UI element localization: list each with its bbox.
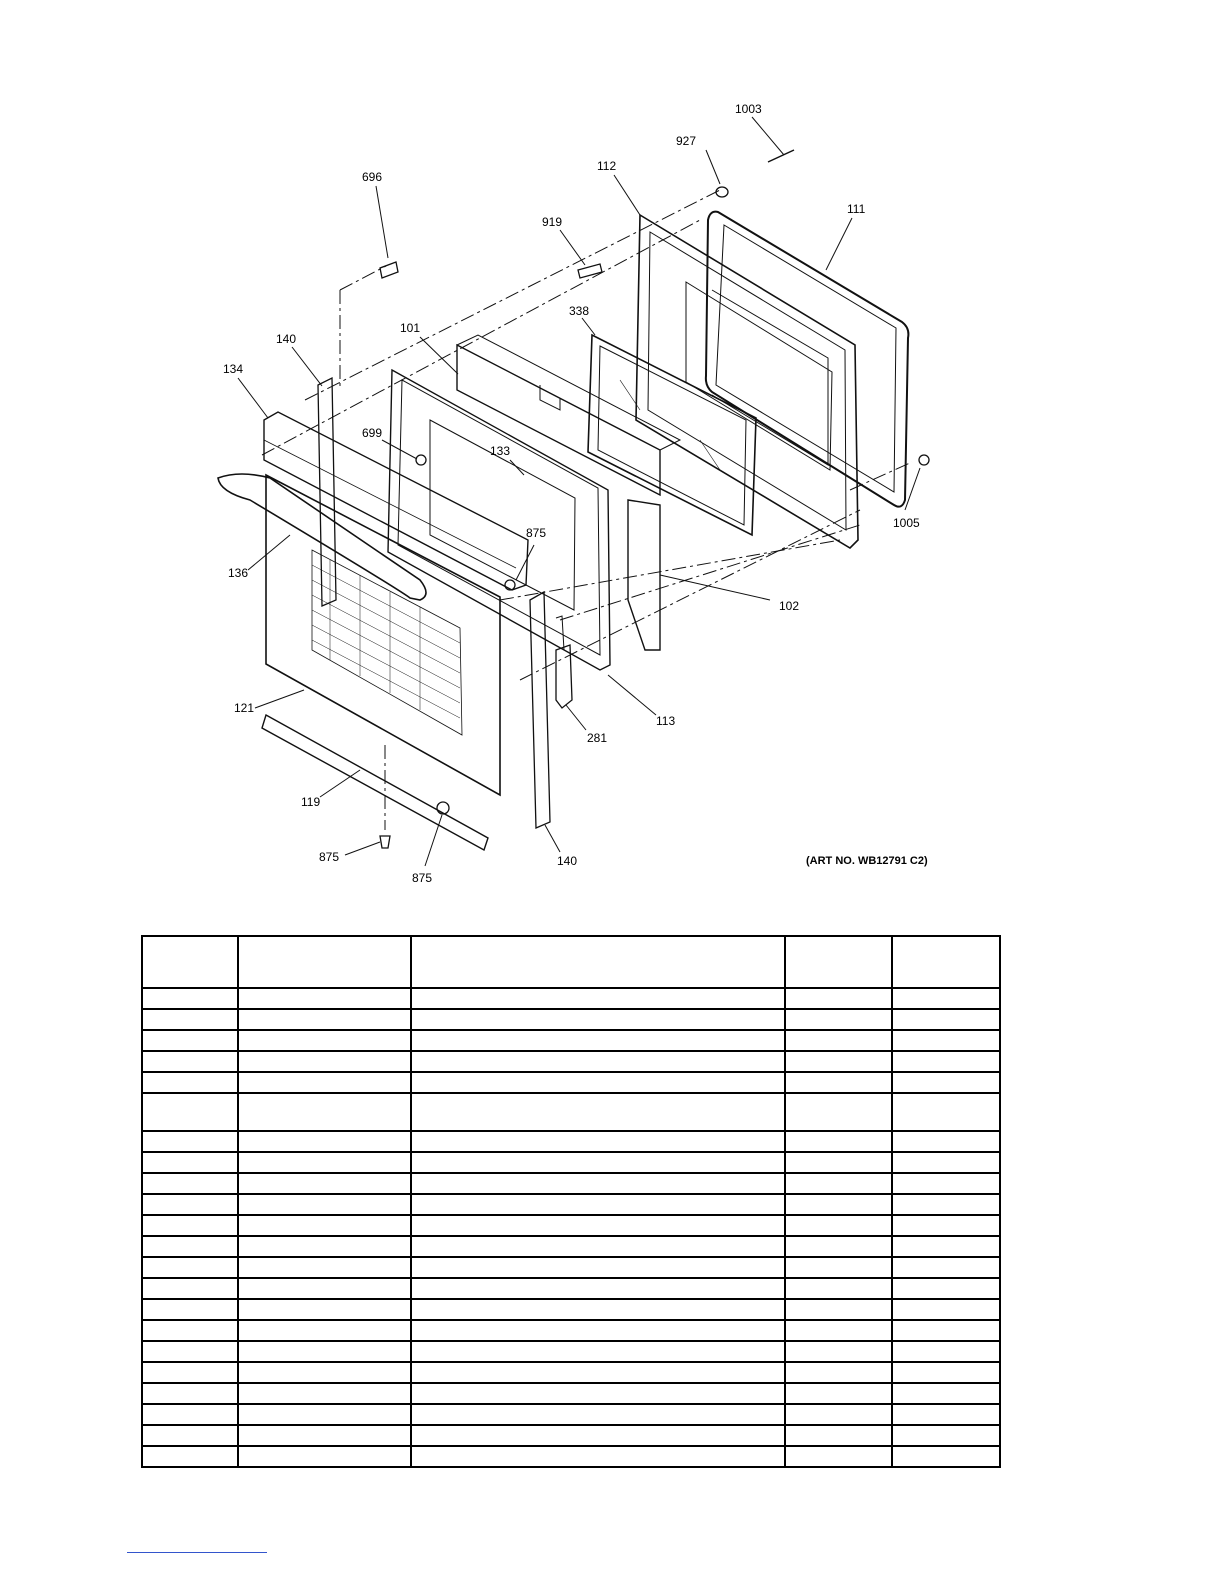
- table-row: [142, 1236, 1000, 1257]
- callout-label: 875: [412, 871, 433, 885]
- callout-label: 919: [542, 215, 563, 229]
- callout-label: 1003: [735, 102, 762, 116]
- callout-label: 927: [676, 134, 697, 148]
- callout-label: 1005: [893, 516, 920, 530]
- callout-label: 102: [779, 599, 800, 613]
- table-row: [142, 1152, 1000, 1173]
- table-row: [142, 1341, 1000, 1362]
- callout-label: 134: [223, 362, 244, 376]
- table-row: [142, 1299, 1000, 1320]
- callout-label: 875: [526, 526, 547, 540]
- table-row: [142, 1425, 1000, 1446]
- callout-label: 133: [490, 444, 511, 458]
- callout-label: 875: [319, 850, 340, 864]
- callout-label: 338: [569, 304, 590, 318]
- footer-link[interactable]: [127, 1552, 267, 1553]
- callout-label: 121: [234, 701, 255, 715]
- table-row: [142, 1320, 1000, 1341]
- table-row: [142, 1362, 1000, 1383]
- header-cell: [142, 936, 238, 988]
- art-number: (ART NO. WB12791 C2): [806, 855, 928, 867]
- callout-label: 140: [557, 854, 578, 868]
- table-row: [142, 1257, 1000, 1278]
- table-row: [142, 1446, 1000, 1467]
- callout-label: 140: [276, 332, 297, 346]
- table-row: [142, 1030, 1000, 1051]
- parts-table: [141, 935, 1001, 1468]
- callout-label: 119: [301, 795, 321, 809]
- callout-label: 111: [847, 202, 866, 216]
- table-row: [142, 1072, 1000, 1093]
- table-row: [142, 1194, 1000, 1215]
- table-row: [142, 1278, 1000, 1299]
- table-row: [142, 1009, 1000, 1030]
- table-header-row: [142, 936, 1000, 988]
- callout-label: 101: [400, 321, 421, 335]
- callout-label: 281: [587, 731, 608, 745]
- callout-label: 699: [362, 426, 383, 440]
- table-row: [142, 1051, 1000, 1072]
- table-row: [142, 988, 1000, 1009]
- table-row: [142, 1383, 1000, 1404]
- table-row: [142, 1131, 1000, 1152]
- header-cell: [238, 936, 411, 988]
- header-cell: [411, 936, 785, 988]
- table-row: [142, 1404, 1000, 1425]
- header-cell: [785, 936, 892, 988]
- table-row: [142, 1215, 1000, 1236]
- callout-label: 136: [228, 566, 249, 580]
- callout-label: 113: [656, 714, 676, 728]
- table-row: [142, 1093, 1000, 1131]
- header-cell: [892, 936, 1000, 988]
- table-row: [142, 1173, 1000, 1194]
- callout-label: 696: [362, 170, 383, 184]
- callout-label: 112: [597, 159, 617, 173]
